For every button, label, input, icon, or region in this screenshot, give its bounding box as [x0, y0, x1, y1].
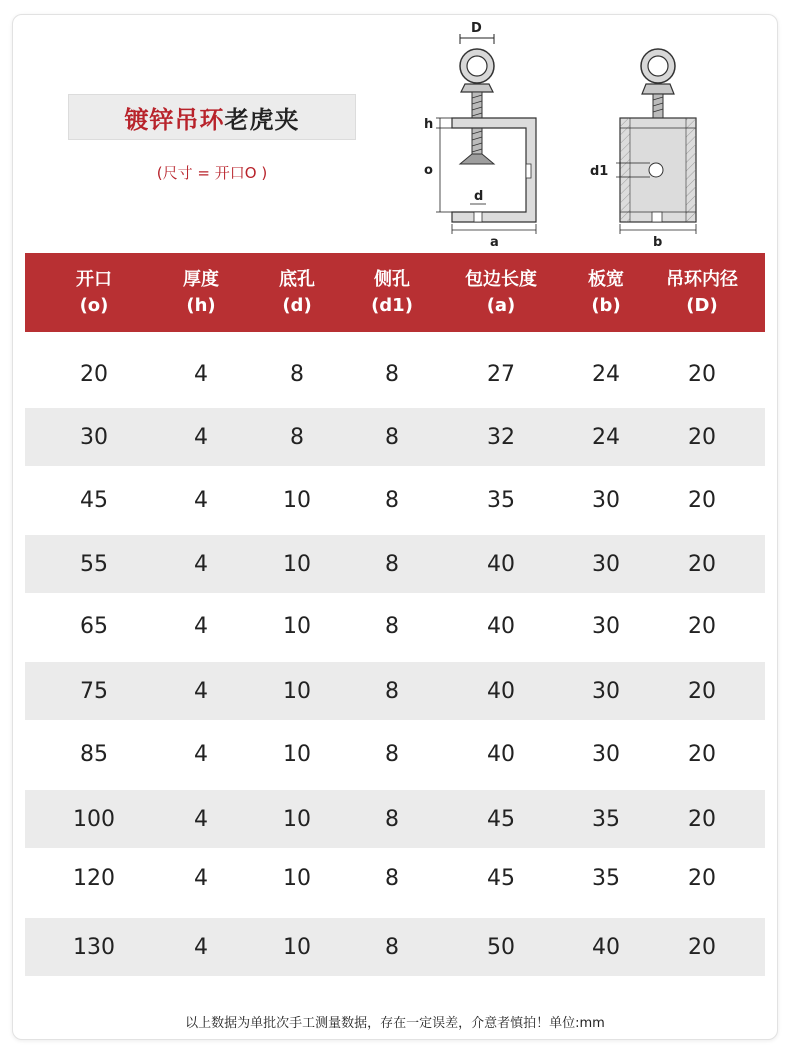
measurement-disclaimer: 以上数据为单批次手工测量数据，存在一定误差，介意者慎拍！单位:mm — [185, 1016, 605, 1031]
cell-thickness: 4 — [194, 613, 208, 639]
cell-ring-diameter: 20 — [688, 361, 716, 387]
cell-wrap-length: 45 — [487, 806, 515, 832]
cell-ring-diameter: 20 — [688, 678, 716, 704]
cell-ring-diameter: 20 — [688, 613, 716, 639]
cell-side-hole: 8 — [385, 741, 399, 767]
cell-side-hole: 8 — [385, 487, 399, 513]
cell-bottom-hole: 10 — [283, 678, 311, 704]
cell-bottom-hole: 10 — [283, 551, 311, 577]
table-row — [25, 790, 765, 848]
header-opening: 开口 (o) — [76, 268, 112, 316]
cell-bottom-hole: 10 — [283, 865, 311, 891]
cell-wrap-length: 50 — [487, 934, 515, 960]
label-b: b — [653, 235, 663, 250]
cell-ring-diameter: 20 — [688, 424, 716, 450]
cell-wrap-length: 40 — [487, 551, 515, 577]
cell-wrap-length: 35 — [487, 487, 515, 513]
cell-side-hole: 8 — [385, 361, 399, 387]
cell-plate-width: 35 — [592, 806, 620, 832]
cell-wrap-length: 27 — [487, 361, 515, 387]
label-d: d — [474, 189, 484, 204]
header-wrap-length: 包边长度 (a) — [465, 268, 537, 316]
cell-thickness: 4 — [194, 806, 208, 832]
header-ring-diameter: 吊环内径 (D) — [666, 268, 738, 316]
cell-opening: 75 — [80, 678, 108, 704]
header-plate-width: 板宽 (b) — [588, 268, 624, 316]
cell-opening: 30 — [80, 424, 108, 450]
cell-wrap-length: 40 — [487, 741, 515, 767]
cell-plate-width: 40 — [592, 934, 620, 960]
table-row — [25, 596, 765, 656]
table-row — [25, 470, 765, 530]
cell-opening: 45 — [80, 487, 108, 513]
cell-opening: 100 — [73, 806, 115, 832]
cell-thickness: 4 — [194, 934, 208, 960]
cell-plate-width: 30 — [592, 613, 620, 639]
table-row — [25, 344, 765, 404]
table-row — [25, 848, 765, 908]
page-title — [68, 94, 356, 140]
cell-thickness: 4 — [194, 487, 208, 513]
cell-bottom-hole: 10 — [283, 741, 311, 767]
cell-bottom-hole: 8 — [290, 361, 304, 387]
clamp-diagram — [410, 14, 710, 252]
label-o: o — [424, 163, 433, 178]
cell-wrap-length: 45 — [487, 865, 515, 891]
cell-side-hole: 8 — [385, 934, 399, 960]
title-dark-part: 老虎夹 — [224, 105, 300, 134]
cell-opening: 65 — [80, 613, 108, 639]
cell-plate-width: 30 — [592, 551, 620, 577]
label-a: a — [490, 235, 499, 250]
cell-bottom-hole: 10 — [283, 934, 311, 960]
cell-ring-diameter: 20 — [688, 741, 716, 767]
size-note: (尺寸 = 开口O ) — [156, 164, 268, 182]
cell-ring-diameter: 20 — [688, 806, 716, 832]
cell-plate-width: 24 — [592, 361, 620, 387]
cell-side-hole: 8 — [385, 806, 399, 832]
cell-side-hole: 8 — [385, 551, 399, 577]
cell-thickness: 4 — [194, 424, 208, 450]
table-header — [25, 253, 765, 332]
label-D: D — [471, 21, 482, 36]
cell-thickness: 4 — [194, 551, 208, 577]
cell-thickness: 4 — [194, 361, 208, 387]
cell-thickness: 4 — [194, 678, 208, 704]
cell-plate-width: 35 — [592, 865, 620, 891]
front-view-drawing — [590, 49, 696, 250]
table-row — [25, 408, 765, 466]
cell-ring-diameter: 20 — [688, 934, 716, 960]
cell-ring-diameter: 20 — [688, 865, 716, 891]
table-row — [25, 724, 765, 784]
cell-opening: 55 — [80, 551, 108, 577]
cell-opening: 85 — [80, 741, 108, 767]
cell-ring-diameter: 20 — [688, 551, 716, 577]
cell-ring-diameter: 20 — [688, 487, 716, 513]
cell-opening: 130 — [73, 934, 115, 960]
header-bottom-hole: 底孔 (d) — [279, 268, 315, 316]
cell-plate-width: 24 — [592, 424, 620, 450]
cell-plate-width: 30 — [592, 487, 620, 513]
cell-bottom-hole: 8 — [290, 424, 304, 450]
cell-thickness: 4 — [194, 741, 208, 767]
label-h: h — [424, 117, 434, 132]
cell-side-hole: 8 — [385, 678, 399, 704]
header-thickness: 厚度 (h) — [183, 268, 219, 316]
cell-wrap-length: 32 — [487, 424, 515, 450]
label-d1: d1 — [590, 164, 609, 179]
table-row — [25, 662, 765, 720]
cell-wrap-length: 40 — [487, 613, 515, 639]
table-row — [25, 918, 765, 976]
cell-bottom-hole: 10 — [283, 806, 311, 832]
cell-opening: 120 — [73, 865, 115, 891]
cell-bottom-hole: 10 — [283, 487, 311, 513]
cell-plate-width: 30 — [592, 741, 620, 767]
cell-opening: 20 — [80, 361, 108, 387]
title-red-part: 镀锌吊环 — [124, 105, 225, 134]
cell-thickness: 4 — [194, 865, 208, 891]
side-view-drawing — [424, 21, 536, 250]
cell-bottom-hole: 10 — [283, 613, 311, 639]
table-row — [25, 535, 765, 593]
cell-side-hole: 8 — [385, 865, 399, 891]
cell-side-hole: 8 — [385, 613, 399, 639]
cell-wrap-length: 40 — [487, 678, 515, 704]
header-side-hole: 侧孔 (d1) — [371, 268, 413, 316]
cell-plate-width: 30 — [592, 678, 620, 704]
cell-side-hole: 8 — [385, 424, 399, 450]
